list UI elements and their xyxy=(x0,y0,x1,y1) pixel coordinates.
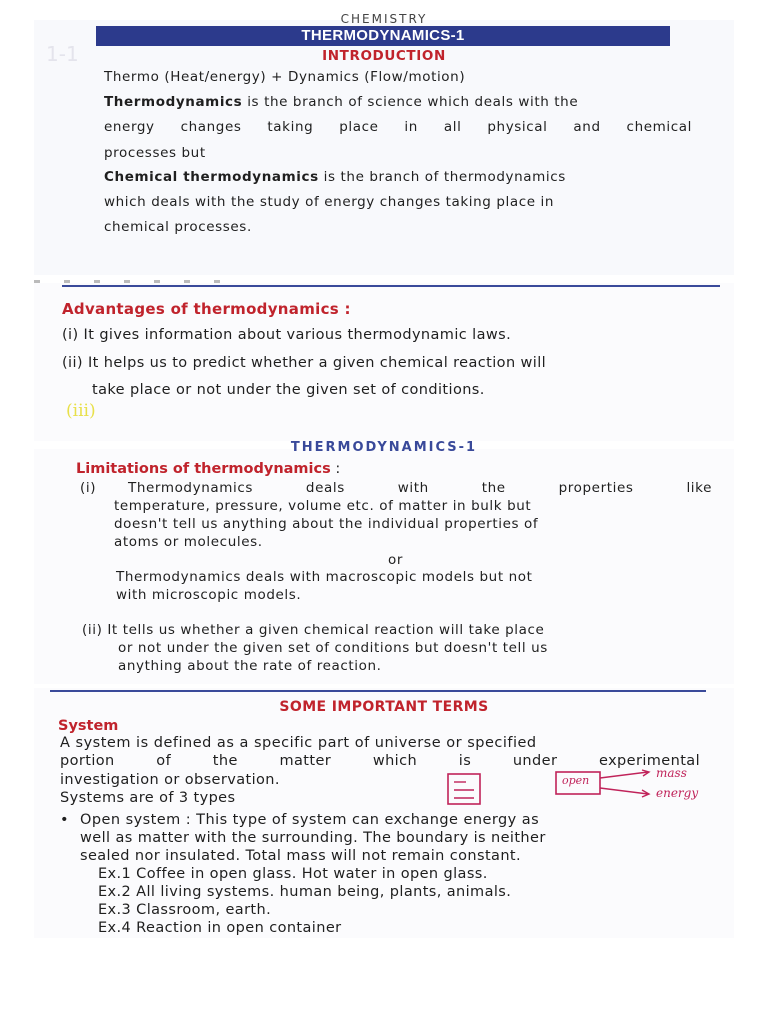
system-def-line2: portion of the matter which is under experimental xyxy=(60,753,700,769)
limitation-1-line3: doesn't tell us anything about the individual properties of xyxy=(114,516,539,532)
definition-2-term: Chemical thermodynamics xyxy=(104,169,319,185)
definition-2-line2: which deals with the study of energy changes taking place in xyxy=(104,194,555,210)
advantage-2-line2: take place or not under the given set of conditions. xyxy=(92,382,485,398)
definition-1-term: Thermodynamics xyxy=(104,94,243,110)
definition-1-text: is the branch of science which deals with the xyxy=(242,94,579,110)
title-bar xyxy=(96,26,670,46)
definition-2-line3: chemical processes. xyxy=(104,219,252,235)
system-def-line1: A system is defined as a specific part of universe or specified xyxy=(60,735,537,751)
definition-1-line2: energy changes taking place in all physical and chemical xyxy=(104,119,692,135)
example-1: Ex.1 Coffee in open glass. Hot water in open glass. xyxy=(98,866,488,882)
top-rule xyxy=(50,690,706,692)
limitation-2-line3: anything about the rate of reaction. xyxy=(118,658,382,674)
subtitle: INTRODUCTION xyxy=(322,48,446,64)
note-open: open xyxy=(562,774,590,787)
limitation-1-line2: temperature, pressure, volume etc. of matter in bulk but xyxy=(114,498,532,514)
limitation-1-line1: Thermodynamics deals with the properties like xyxy=(128,480,712,496)
definition-1-line3: processes but xyxy=(104,145,206,161)
slide-important-terms xyxy=(34,688,734,938)
slide-limitations xyxy=(34,440,734,684)
limitations-heading: Limitations of thermodynamics xyxy=(76,461,331,477)
heading-colon: : xyxy=(330,461,341,477)
viewer-toolbar xyxy=(34,269,274,275)
limitation-1-label: (i) xyxy=(80,480,97,496)
system-types: Systems are of 3 types xyxy=(60,790,236,806)
definition-2 xyxy=(104,169,566,185)
terms-heading: SOME IMPORTANT TERMS xyxy=(279,699,489,715)
slide-advantages xyxy=(34,283,734,441)
limitation-1-line4: atoms or molecules. xyxy=(114,534,263,550)
or-text: or xyxy=(388,552,404,568)
top-rule xyxy=(62,285,720,287)
limitations-heading-wrap xyxy=(76,461,340,477)
example-4: Ex.4 Reaction in open container xyxy=(98,920,342,936)
advantages-heading: Advantages of thermodynamics : xyxy=(62,300,351,318)
advantage-3-mark: (iii) xyxy=(66,401,96,421)
limitation-2-line1: (ii) It tells us whether a given chemical reaction will take place xyxy=(82,622,545,638)
note-mass: mass xyxy=(656,766,687,780)
definition-1 xyxy=(104,94,578,110)
alt-line1: Thermodynamics deals with macroscopic models but not xyxy=(116,569,533,585)
system-def-line3: investigation or observation. xyxy=(60,772,280,788)
open-system-line3: sealed nor insulated. Total mass will not remain constant. xyxy=(80,848,522,864)
limitation-2-line2: or not under the given set of conditions but doesn't tell us xyxy=(118,640,548,656)
intro-line: Thermo (Heat/energy) + Dynamics (Flow/motion) xyxy=(104,69,466,85)
example-2: Ex.2 All living systems. human being, plants, animals. xyxy=(98,884,512,900)
note-energy: energy xyxy=(656,786,699,800)
open-system-line1: Open system : This type of system can exchange energy as xyxy=(80,812,540,828)
advantage-1: (i) It gives information about various thermodynamic laws. xyxy=(62,327,512,343)
page-title: THERMODYNAMICS-1 xyxy=(301,27,465,44)
cut-header: CHEMISTRY xyxy=(340,12,428,26)
definition-2-text: is the branch of thermodynamics xyxy=(318,169,566,185)
cut-header: THERMODYNAMICS-1 xyxy=(290,440,478,455)
advantage-2-line1: (ii) It helps us to predict whether a given chemical reaction will xyxy=(62,355,547,371)
open-system-line2: well as matter with the surrounding. The boundary is neither xyxy=(80,830,546,846)
example-3: Ex.3 Classroom, earth. xyxy=(98,902,272,918)
bullet: • xyxy=(60,812,69,828)
alt-line2: with microscopic models. xyxy=(116,587,302,603)
margin-mark: 1-1 xyxy=(46,42,79,66)
slide-introduction xyxy=(34,12,734,275)
system-label: System xyxy=(58,718,119,734)
